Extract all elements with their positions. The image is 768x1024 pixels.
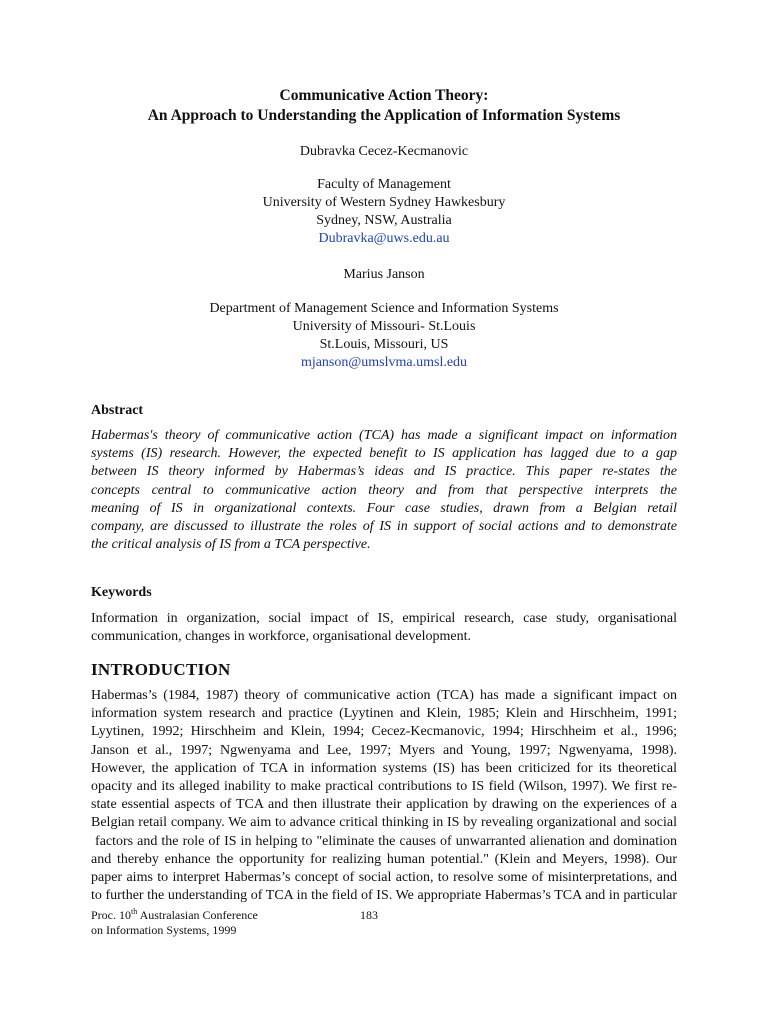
page-number: 183 xyxy=(360,908,378,922)
introduction-body xyxy=(91,687,677,905)
abstract-line: between IS theory informed by Habermas’s ideas and IS practice. This paper re-states the xyxy=(91,464,677,480)
footer-proc-line2: on Information Systems, 1999 xyxy=(91,923,237,937)
intro-line: information system research and practice (Lyytinen and Klein, 1985; Klein and Hirschheim, 1991; xyxy=(91,706,677,722)
author1-name: Dubravka Cecez-Kecmanovic xyxy=(299,144,469,159)
author1-affiliation xyxy=(0,176,768,248)
abstract-heading: Abstract xyxy=(91,403,144,418)
abstract-line: meaning of IS in organizational contexts. Four case studies, drawn from a Belgian retail xyxy=(91,500,677,516)
author2-name: Marius Janson xyxy=(343,267,425,282)
footer-proceedings xyxy=(91,908,258,938)
intro-line: Janson et al., 1997; Ngwenyama and Lee, 1997; Myers and Young, 1997; Ngwenyama, 1998). xyxy=(91,742,677,758)
keywords-body xyxy=(91,610,677,646)
abstract-line: Habermas's theory of communicative action (TCA) has made a significant impact on information xyxy=(91,428,677,443)
author1-dept: Faculty of Management xyxy=(317,177,451,192)
abstract-line: the critical analysis of IS from a TCA perspective. xyxy=(91,537,371,553)
abstract-line: concepts central to communicative action theory and from that perspective interprets the xyxy=(91,482,677,498)
intro-line: However, the application of TCA in information systems (IS) has been criticized for its theoretical xyxy=(91,760,677,776)
abstract-line: systems (IS) research. However, the expected benefit to IS application has lagged due to a gap xyxy=(91,446,677,462)
keywords-heading: Keywords xyxy=(91,585,152,600)
intro-line: factors and the role of IS in helping to "eliminate the causes of unwarranted alienation and domination xyxy=(91,833,677,849)
author1-university: University of Western Sydney Hawkesbury xyxy=(262,195,506,210)
author1-location: Sydney, NSW, Australia xyxy=(316,213,452,228)
intro-line: and thereby enhance the opportunity for realizing human potential." (Klein and Meyers, 1998). Our xyxy=(91,851,677,867)
author1-email[interactable]: Dubravka@uws.edu.au xyxy=(318,231,450,246)
intro-line: paper aims to interpret Habermas’s concept of social action, to resolve some of misinterpretations, and xyxy=(91,870,677,886)
intro-line: Habermas’s (1984, 1987) theory of communicative action (TCA) has made a significant impact on xyxy=(91,688,677,703)
author2-email[interactable]: mjanson@umslvma.umsl.edu xyxy=(300,355,468,370)
abstract-body xyxy=(91,427,677,554)
footer-proc-sup: th xyxy=(131,907,138,916)
author2-location: St.Louis, Missouri, US xyxy=(319,337,449,352)
author2-affiliation xyxy=(0,300,768,372)
footer-proc-prefix: Proc. 10 xyxy=(91,908,131,922)
abstract-line: company, are discussed to illustrate the roles of IS in support of social actions and to demonstrate xyxy=(91,519,677,535)
introduction-heading: INTRODUCTION xyxy=(91,660,231,679)
intro-line: Lyytinen, 1992; Hirschheim and Klein, 1994; Cecez-Kecmanovic, 1994; Hirschheim et al., 1996; xyxy=(91,724,677,740)
intro-line: Belgian retail company. We aim to advance critical thinking in IS by revealing organizational and social xyxy=(91,815,677,831)
paper-title xyxy=(0,86,768,126)
keywords-line: Information in organization, social impact of IS, empirical research, case study, organisational xyxy=(91,611,677,626)
intro-line: to further the understanding of TCA in the field of IS. We appropriate Habermas’s TCA and in particular xyxy=(91,888,677,904)
keywords-line: communication, changes in workforce, organisational development. xyxy=(91,629,471,645)
author2-dept: Department of Management Science and Information Systems xyxy=(209,301,559,316)
title-line-1: Communicative Action Theory: xyxy=(279,87,489,104)
footer-proc-suffix: Australasian Conference xyxy=(137,908,258,922)
title-line-2: An Approach to Understanding the Application of Information Systems xyxy=(147,107,621,124)
intro-line: state essential aspects of TCA and then illustrate their application by drawing on the experiences of a xyxy=(91,797,677,813)
intro-line: opacity and its alleged inability to make practical contributions to IS field (Wilson, 1997). We first re- xyxy=(91,779,677,795)
author2-university: University of Missouri- St.Louis xyxy=(292,319,476,334)
